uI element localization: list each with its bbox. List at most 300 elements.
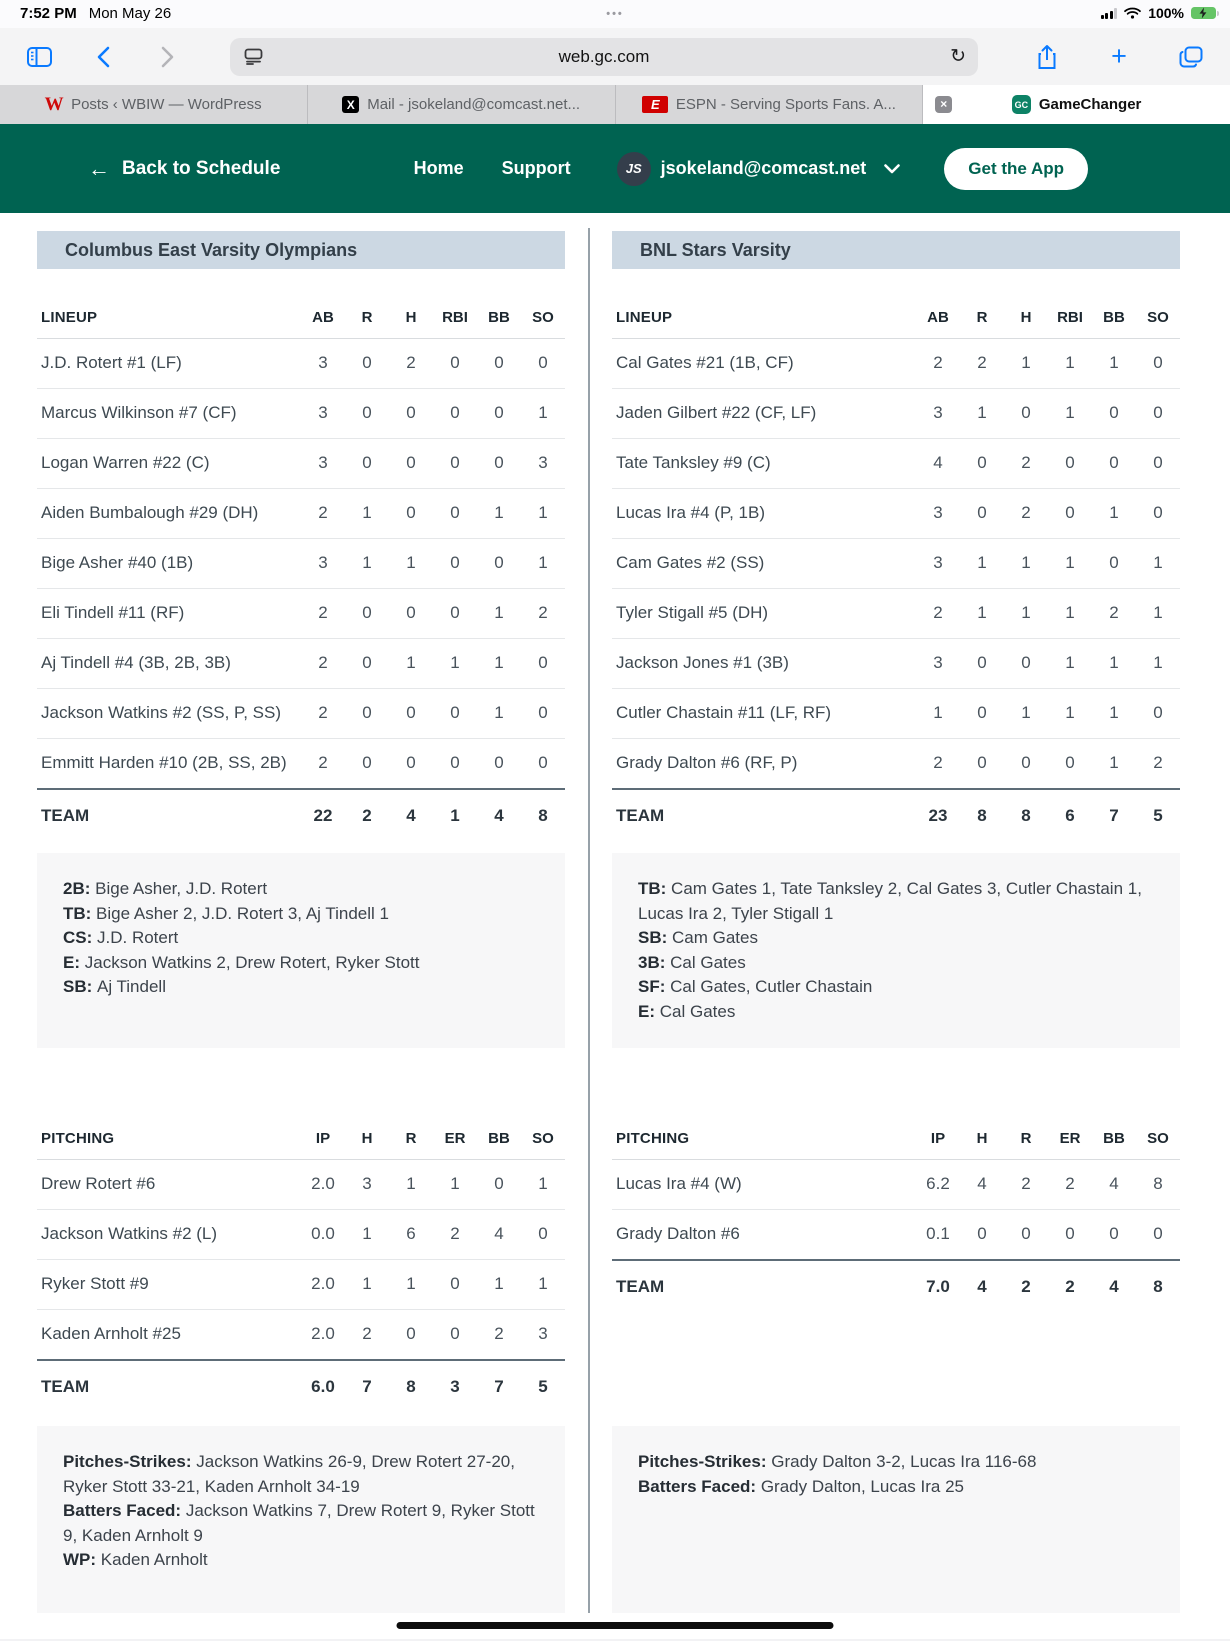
note-line: Batters Faced: Jackson Watkins 7, Drew Rotert 9, Ryker Stott 9, Kaden Arnholt 9	[63, 1501, 535, 1545]
pitching-notes-home	[612, 1426, 1180, 1613]
nav-link-support[interactable]: Support	[501, 158, 571, 178]
stat-cell: 0	[450, 503, 460, 522]
stat-cell: 1	[538, 503, 548, 522]
stat-cell: 8	[1153, 1174, 1163, 1193]
stat-cell: 2	[318, 703, 328, 722]
stat-table-header-row	[37, 1090, 565, 1160]
player-name-cell: Eli Tindell #11 (RF)	[41, 603, 185, 622]
multitask-dots: •••	[606, 8, 624, 20]
team-total-row	[37, 1361, 565, 1412]
stat-cell: 8	[1153, 1277, 1163, 1296]
stat-cell: 4	[977, 1174, 987, 1193]
table-row	[37, 1210, 565, 1260]
stat-cell: 3	[318, 453, 328, 472]
team-total-label: TEAM	[41, 1377, 90, 1396]
stat-header-cell: ER	[444, 1130, 466, 1147]
stat-cell: 1	[1065, 653, 1075, 672]
table-row	[612, 639, 1180, 689]
battery-percentage: 100%	[1148, 5, 1184, 21]
team-total-row	[612, 790, 1180, 841]
player-name-cell: Jackson Jones #1 (3B)	[616, 653, 789, 672]
stat-cell: 1	[1065, 703, 1075, 722]
page-format-icon[interactable]	[244, 48, 263, 65]
stat-cell: 6.2	[926, 1174, 950, 1193]
table-row	[37, 739, 565, 790]
player-name-cell: Cal Gates #21 (1B, CF)	[616, 353, 794, 372]
table-row	[37, 689, 565, 739]
table-row	[612, 439, 1180, 489]
note-line: SF: Cal Gates, Cutler Chastain	[638, 977, 873, 996]
player-name-cell: Tyler Stigall #5 (DH)	[616, 603, 769, 622]
stat-cell: 1	[362, 1224, 372, 1243]
note-label: 3B:	[638, 952, 671, 972]
stat-cell: 1	[494, 603, 504, 622]
stat-cell: 3	[538, 1324, 548, 1343]
safari-toolbar	[0, 28, 1230, 85]
stat-cell: 0	[1021, 403, 1031, 422]
note-label: SF:	[638, 977, 671, 996]
player-name-cell: Jackson Watkins #2 (L)	[41, 1224, 218, 1243]
stat-cell: 0	[1109, 1224, 1119, 1243]
stat-cell: 0	[1109, 403, 1119, 422]
sidebar-toggle-icon[interactable]	[22, 42, 56, 72]
note-label: 2B:	[63, 879, 96, 898]
stat-cell: 22	[313, 806, 333, 825]
stat-cell: 2	[1021, 453, 1031, 472]
player-name-cell: Aj Tindell #4 (3B, 2B, 3B)	[41, 653, 231, 672]
stat-cell: 1	[1065, 403, 1075, 422]
note-label: E:	[638, 1001, 660, 1021]
column-divider	[588, 228, 590, 1613]
stat-cell: 0	[362, 753, 372, 772]
note-label: TB:	[638, 879, 672, 898]
pitching-table-away	[37, 1090, 565, 1412]
browser-tab-posts-wbiw-wordpress[interactable]	[0, 85, 308, 124]
get-the-app-button[interactable]: Get the App	[944, 148, 1088, 190]
note-line: E: Cal Gates	[638, 1001, 736, 1021]
table-row	[37, 439, 565, 489]
stat-cell: 2	[318, 753, 328, 772]
note-label: SB:	[63, 977, 97, 996]
player-name-cell: Grady Dalton #6	[616, 1224, 740, 1243]
stat-header-cell: H	[361, 1130, 373, 1147]
stat-cell: 0	[362, 603, 372, 622]
stat-header-cell: RBI	[442, 309, 468, 326]
stat-cell: 0	[538, 753, 548, 772]
table-row	[612, 539, 1180, 589]
note-line: 3B: Cal Gates	[638, 952, 746, 972]
stat-cell: 23	[928, 806, 948, 825]
stat-cell: 0	[406, 1324, 416, 1343]
stat-cell: 1	[977, 603, 987, 622]
stat-cell: 0	[494, 353, 504, 372]
share-icon[interactable]	[1030, 42, 1064, 72]
back-button-icon[interactable]	[86, 42, 120, 72]
stat-cell: 1	[1109, 353, 1119, 372]
note-line: TB: Cam Gates 1, Tate Tanksley 2, Cal Gates 3, Cutler Chastain 1, Lucas Ira 2, Tyler Stigall 1	[638, 879, 1142, 923]
home-indicator[interactable]	[397, 1622, 834, 1629]
team-total-row	[37, 790, 565, 841]
stat-cell: 0	[1065, 453, 1075, 472]
address-bar[interactable]	[230, 38, 978, 76]
stat-cell: 0	[494, 453, 504, 472]
avatar: JS	[617, 152, 651, 186]
status-indicators	[1101, 5, 1216, 21]
stat-cell: 7	[1109, 806, 1119, 825]
table-row	[37, 1310, 565, 1361]
stat-cell: 1	[538, 553, 548, 572]
stat-cell: 8	[1021, 806, 1031, 825]
stat-cell: 0	[406, 703, 416, 722]
nav-link-home[interactable]: Home	[413, 158, 464, 178]
account-email: jsokeland@comcast.net	[660, 158, 867, 178]
stat-cell: 1	[494, 703, 504, 722]
stat-cell: 8	[977, 806, 987, 825]
stat-cell: 6	[1065, 806, 1075, 825]
stat-header-cell: R	[361, 309, 373, 326]
stat-table-title: LINEUP	[41, 309, 98, 326]
team-header-home	[612, 231, 1180, 269]
table-row	[37, 489, 565, 539]
stat-cell: 2	[318, 603, 328, 622]
stat-cell: 1	[450, 806, 460, 825]
player-name-cell: Jackson Watkins #2 (SS, P, SS)	[41, 703, 281, 722]
stat-cell: 2	[933, 753, 943, 772]
date: Mon May 26	[88, 5, 172, 22]
note-label: CS:	[63, 928, 97, 947]
wifi-icon	[1124, 7, 1141, 19]
stat-header-cell: AB	[927, 309, 949, 326]
stat-cell: 0	[406, 403, 416, 422]
stat-header-cell: BB	[488, 1130, 510, 1147]
stat-cell: 0	[494, 1174, 504, 1193]
stat-cell: 2	[406, 353, 416, 372]
browser-tab-mail-jsokeland-comcast-net[interactable]	[308, 85, 616, 124]
tab-title: GameChanger	[1038, 96, 1142, 113]
stat-cell: 0	[977, 753, 987, 772]
stat-cell: 3	[318, 353, 328, 372]
stat-cell: 0	[1021, 653, 1031, 672]
player-name-cell: Cutler Chastain #11 (LF, RF)	[616, 703, 832, 722]
stat-cell: 2	[318, 653, 328, 672]
stat-cell: 8	[406, 1377, 416, 1396]
stat-cell: 6	[406, 1224, 416, 1243]
stat-header-cell: H	[405, 309, 417, 326]
stat-cell: 1	[1153, 553, 1163, 572]
note-label: Pitches-Strikes:	[638, 1452, 772, 1471]
player-name-cell: J.D. Rotert #1 (LF)	[41, 353, 182, 372]
tab-overview-icon[interactable]	[1174, 42, 1208, 72]
player-name-cell: Cam Gates #2 (SS)	[616, 553, 765, 572]
stat-cell: 2	[1065, 1174, 1075, 1193]
stat-cell: 0	[406, 753, 416, 772]
stat-cell: 0	[362, 453, 372, 472]
stat-cell: 0	[406, 603, 416, 622]
back-arrow-icon: ←	[88, 155, 110, 181]
stat-cell: 1	[1021, 703, 1031, 722]
note-label: Pitches-Strikes:	[63, 1452, 197, 1471]
stat-cell: 1	[977, 403, 987, 422]
table-row	[37, 1160, 565, 1210]
note-line: SB: Cam Gates	[638, 928, 758, 947]
stat-cell: 0	[450, 1274, 460, 1293]
player-name-cell: Ryker Stott #9	[41, 1274, 149, 1293]
stat-header-cell: IP	[930, 1130, 946, 1147]
stat-cell: 1	[494, 1274, 504, 1293]
stat-cell: 2.0	[311, 1274, 335, 1293]
stat-cell: 1	[494, 503, 504, 522]
player-name-cell: Drew Rotert #6	[41, 1174, 156, 1193]
stat-cell: 1	[1153, 603, 1163, 622]
stat-cell: 3	[318, 403, 328, 422]
stat-cell: 3	[933, 403, 943, 422]
stat-cell: 0	[538, 1224, 548, 1243]
stat-cell: 2	[494, 1324, 504, 1343]
battery-charging-icon	[1191, 7, 1216, 19]
stat-cell: 0	[1153, 503, 1163, 522]
wordpress-favicon: W	[44, 93, 64, 115]
stat-cell: 0	[450, 703, 460, 722]
gamechanger-favicon: GC	[1012, 95, 1031, 114]
stat-cell: 4	[494, 1224, 504, 1243]
lineup-table-away	[37, 269, 565, 841]
table-row	[612, 1210, 1180, 1261]
stat-cell: 0.1	[926, 1224, 950, 1243]
stat-cell: 1	[362, 503, 372, 522]
back-to-schedule-button[interactable]	[88, 156, 280, 182]
stat-cell: 3	[933, 503, 943, 522]
stat-cell: 2	[450, 1224, 460, 1243]
stat-cell: 0	[450, 403, 460, 422]
stat-header-cell: SO	[1147, 1130, 1169, 1147]
stat-header-cell: BB	[488, 309, 510, 326]
mail-favicon: X	[342, 96, 359, 113]
stat-cell: 3	[538, 453, 548, 472]
stat-cell: 0	[538, 703, 548, 722]
stat-header-cell: BB	[1103, 309, 1125, 326]
stat-cell: 0	[1153, 703, 1163, 722]
player-name-cell: Logan Warren #22 (C)	[41, 453, 210, 472]
pitching-notes-away	[37, 1426, 565, 1613]
stat-table-title: PITCHING	[41, 1130, 115, 1147]
stat-cell: 4	[406, 806, 416, 825]
account-menu[interactable]	[617, 152, 901, 186]
stat-table-header-row	[612, 1090, 1180, 1160]
stat-cell: 3	[933, 553, 943, 572]
espn-favicon: E	[642, 96, 668, 113]
tab-close-button[interactable]: ×	[935, 96, 952, 113]
stat-cell: 0	[1065, 753, 1075, 772]
player-name-cell: Aiden Bumbalough #29 (DH)	[41, 503, 259, 522]
stat-cell: 1	[450, 1174, 460, 1193]
tab-title: ESPN - Serving Sports Fans. A...	[675, 96, 896, 113]
stat-cell: 1	[1065, 353, 1075, 372]
stat-header-cell: SO	[532, 309, 554, 326]
note-line: Pitches-Strikes: Jackson Watkins 26-9, Drew Rotert 27-20, Ryker Stott 33-21, Kaden Arnholt 34-19	[63, 1452, 515, 1496]
note-label: Batters Faced:	[638, 1476, 761, 1496]
stat-cell: 4	[933, 453, 943, 472]
stat-cell: 1	[362, 1274, 372, 1293]
stat-cell: 1	[406, 553, 416, 572]
stat-cell: 7	[494, 1377, 504, 1396]
stat-cell: 1	[1021, 603, 1031, 622]
stat-cell: 2	[1021, 1174, 1031, 1193]
stat-cell: 0.0	[311, 1224, 335, 1243]
tab-title: Posts ‹ WBIW — WordPress	[71, 96, 262, 113]
status-time-date	[20, 5, 171, 22]
table-row	[612, 1160, 1180, 1210]
tab-bar	[0, 85, 1230, 124]
note-label: WP:	[63, 1550, 101, 1569]
player-name-cell: Grady Dalton #6 (RF, P)	[616, 753, 798, 772]
gamechanger-nav	[0, 124, 1230, 213]
stat-cell: 3	[362, 1174, 372, 1193]
stat-cell: 0	[977, 453, 987, 472]
player-name-cell: Emmitt Harden #10 (2B, SS, 2B)	[41, 753, 287, 772]
stat-cell: 7.0	[926, 1277, 950, 1296]
stat-cell: 0	[494, 553, 504, 572]
stat-cell: 1	[977, 553, 987, 572]
stat-cell: 0	[494, 753, 504, 772]
new-tab-icon[interactable]: +	[1111, 41, 1127, 71]
stat-cell: 0	[450, 1324, 460, 1343]
stat-cell: 3	[450, 1377, 460, 1396]
table-row	[612, 339, 1180, 389]
player-name-cell: Tate Tanksley #9 (C)	[616, 453, 771, 472]
team-total-label: TEAM	[616, 1277, 665, 1296]
lineup-table-home	[612, 269, 1180, 841]
player-name-cell: Lucas Ira #4 (P, 1B)	[616, 503, 765, 522]
stat-header-cell: AB	[312, 309, 334, 326]
browser-tab-gamechanger[interactable]	[923, 85, 1230, 124]
stat-cell: 0	[1021, 1224, 1031, 1243]
stat-cell: 0	[1109, 553, 1119, 572]
table-row	[612, 489, 1180, 539]
stat-cell: 1	[538, 1274, 548, 1293]
stat-cell: 2	[1021, 1277, 1031, 1296]
stat-cell: 1	[1021, 553, 1031, 572]
browser-tab-espn-serving-sports-fans-a[interactable]	[616, 85, 924, 124]
stat-cell: 0	[450, 353, 460, 372]
stat-cell: 1	[406, 1274, 416, 1293]
stat-table-title: LINEUP	[616, 309, 673, 326]
stat-cell: 0	[1109, 453, 1119, 472]
stat-cell: 1	[538, 1174, 548, 1193]
status-bar	[0, 0, 1230, 28]
note-line: WP: Kaden Arnholt	[63, 1550, 208, 1569]
note-label: TB:	[63, 903, 97, 923]
stat-cell: 1	[1065, 553, 1075, 572]
note-line: SB: Aj Tindell	[63, 977, 166, 996]
stat-cell: 8	[538, 806, 548, 825]
stat-header-cell: BB	[1103, 1130, 1125, 1147]
table-row	[612, 689, 1180, 739]
batting-notes-away	[37, 853, 565, 1048]
clock: 7:52 PM	[20, 5, 77, 22]
stat-cell: 0	[406, 453, 416, 472]
table-row	[612, 389, 1180, 439]
pitching-table-home	[612, 1090, 1180, 1412]
stat-cell: 2.0	[311, 1174, 335, 1193]
note-line: 2B: Bige Asher, J.D. Rotert	[63, 879, 268, 898]
stat-cell: 0	[450, 453, 460, 472]
team-name: Columbus East Varsity Olympians	[65, 239, 358, 260]
stat-cell: 2	[977, 353, 987, 372]
stat-header-cell: IP	[315, 1130, 331, 1147]
stat-cell: 1	[1109, 503, 1119, 522]
note-label: Batters Faced:	[63, 1501, 186, 1520]
stat-cell: 0	[450, 553, 460, 572]
team-header-away	[37, 231, 565, 269]
url-text: web.gc.com	[558, 46, 650, 66]
table-row	[612, 589, 1180, 639]
stat-cell: 0	[362, 653, 372, 672]
stat-header-cell: H	[976, 1130, 988, 1147]
stat-header-cell: R	[405, 1130, 417, 1147]
home-indicator-area	[0, 1613, 1230, 1641]
stat-header-cell: SO	[532, 1130, 554, 1147]
stat-table-title: PITCHING	[616, 1130, 690, 1147]
stat-cell: 2	[1065, 1277, 1075, 1296]
note-line: Batters Faced: Grady Dalton, Lucas Ira 25	[638, 1476, 964, 1496]
batting-notes-home	[612, 853, 1180, 1048]
stat-cell: 0	[538, 653, 548, 672]
stat-cell: 1	[538, 403, 548, 422]
table-row	[37, 589, 565, 639]
stat-header-cell: R	[976, 309, 988, 326]
note-line: Pitches-Strikes: Grady Dalton 3-2, Lucas Ira 116-68	[638, 1452, 1037, 1471]
stat-table-header-row	[612, 269, 1180, 339]
stat-cell: 0	[977, 653, 987, 672]
stat-cell: 2	[933, 353, 943, 372]
stat-cell: 2	[362, 1324, 372, 1343]
stat-cell: 1	[406, 1174, 416, 1193]
stat-cell: 5	[1153, 806, 1163, 825]
forward-button-icon[interactable]	[150, 42, 184, 72]
table-row	[37, 1260, 565, 1310]
stat-cell: 3	[933, 653, 943, 672]
stat-header-cell: SO	[1147, 309, 1169, 326]
stat-cell: 0	[494, 403, 504, 422]
player-name-cell: Bige Asher #40 (1B)	[41, 553, 194, 572]
stat-cell: 2.0	[311, 1324, 335, 1343]
table-row	[37, 639, 565, 689]
stat-cell: 1	[362, 553, 372, 572]
stat-cell: 1	[1153, 653, 1163, 672]
note-label: E:	[63, 952, 85, 972]
player-name-cell: Kaden Arnholt #25	[41, 1324, 181, 1343]
stat-cell: 0	[977, 703, 987, 722]
stat-cell: 2	[1153, 753, 1163, 772]
table-row	[37, 389, 565, 439]
stat-cell: 0	[977, 1224, 987, 1243]
chevron-down-icon	[884, 164, 900, 174]
stat-cell: 0	[1065, 503, 1075, 522]
cellular-signal-icon	[1101, 8, 1118, 19]
stat-cell: 0	[1153, 353, 1163, 372]
stat-header-cell: RBI	[1057, 309, 1083, 326]
note-line: CS: J.D. Rotert	[63, 928, 179, 947]
stat-cell: 2	[1021, 503, 1031, 522]
stat-cell: 2	[538, 603, 548, 622]
stat-cell: 4	[1109, 1174, 1119, 1193]
reload-icon[interactable]: ↻	[950, 46, 966, 67]
table-row	[612, 739, 1180, 790]
stat-cell: 4	[977, 1277, 987, 1296]
stat-cell: 1	[1109, 653, 1119, 672]
team-total-label: TEAM	[616, 806, 665, 825]
stat-table-header-row	[37, 269, 565, 339]
